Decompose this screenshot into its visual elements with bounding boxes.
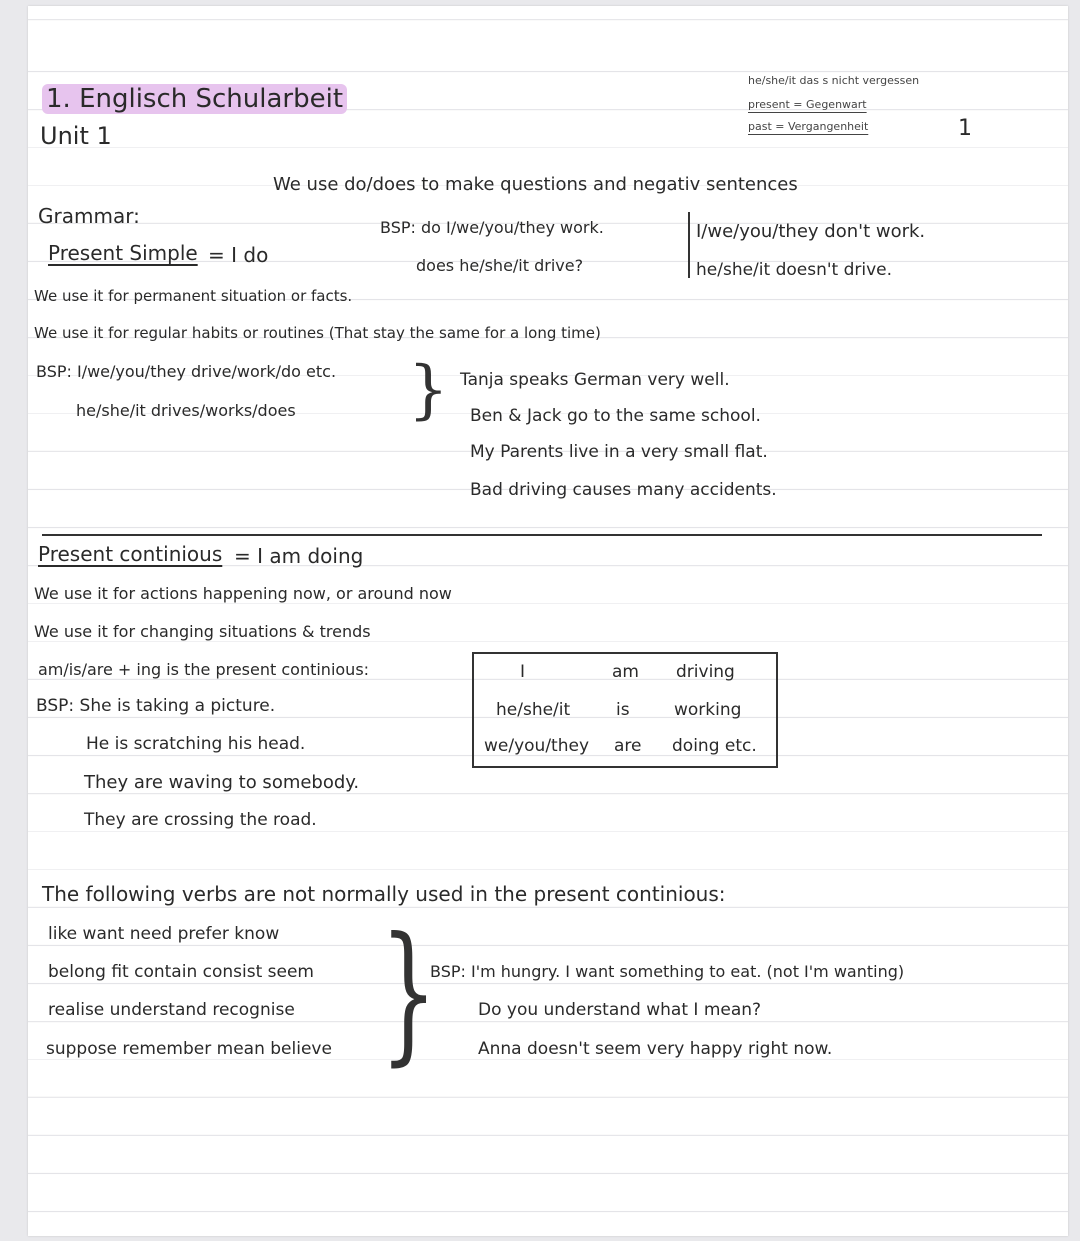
usage-line: We use it for regular habits or routines (That stay the same for a long time) [34, 324, 601, 342]
negative-example: he/she/it doesn't drive. [696, 260, 893, 280]
conjugation-table [472, 652, 778, 768]
present-continuous-label: Present continious [38, 542, 223, 566]
verb-list: belong fit contain consist seem [48, 962, 314, 982]
negative-example: I/we/you/they don't work. [696, 221, 926, 242]
verb-list: like want need prefer know [48, 924, 280, 944]
table-cell: driving [676, 662, 735, 682]
grammar-label: Grammar: [38, 204, 140, 228]
section-divider [42, 534, 1042, 536]
note-line: past = Vergangenheit [748, 120, 869, 133]
divider [688, 212, 690, 278]
table-cell: I [520, 662, 526, 682]
example-sentence: Tanja speaks German very well. [460, 370, 730, 390]
table-cell: he/she/it [496, 700, 571, 720]
curly-brace: } [380, 906, 438, 1080]
table-cell: am [612, 662, 639, 682]
unit-label: Unit 1 [40, 122, 112, 150]
section3-intro: The following verbs are not normally used in the present continious: [42, 882, 726, 906]
question-example: BSP: do I/we/you/they work. [380, 218, 604, 237]
usage-line: We use it for permanent situation or facts. [34, 287, 353, 305]
example-sentence: They are crossing the road. [84, 810, 317, 830]
table-cell: are [614, 736, 642, 756]
example-sentence: Do you understand what I mean? [478, 1000, 762, 1020]
notebook-page [28, 6, 1068, 1236]
example-sentence: BSP: I'm hungry. I want something to eat. (not I'm wanting) [430, 962, 905, 981]
table-cell: we/you/they [484, 736, 590, 756]
question-example: does he/she/it drive? [416, 256, 584, 275]
example-sentence: Bad driving causes many accidents. [470, 480, 777, 500]
table-cell: doing etc. [672, 736, 757, 756]
example-sentence: Ben & Jack go to the same school. [470, 406, 761, 426]
verb-list: suppose remember mean believe [46, 1039, 332, 1059]
table-cell: working [674, 700, 742, 720]
usage-line: We use it for actions happening now, or around now [34, 584, 452, 603]
forms-line: BSP: I/we/you/they drive/work/do etc. [36, 362, 337, 381]
present-simple-eq: = I do [208, 243, 269, 267]
example-sentence: They are waving to somebody. [84, 772, 360, 793]
intro-text: We use do/does to make questions and negativ sentences [273, 174, 798, 195]
verb-list: realise understand recognise [48, 1000, 295, 1020]
table-cell: is [616, 700, 630, 720]
present-simple-label: Present Simple [48, 241, 198, 265]
note-line: he/she/it das s nicht vergessen [748, 74, 920, 87]
example-sentence: Anna doesn't seem very happy right now. [478, 1039, 833, 1059]
forms-line: he/she/it drives/works/does [76, 401, 296, 420]
example-sentence: BSP: She is taking a picture. [36, 696, 276, 716]
page-title: 1. Englisch Schularbeit [42, 84, 347, 114]
present-continuous-eq: = I am doing [234, 544, 364, 568]
rule-line: am/is/are + ing is the present continious: [38, 660, 370, 679]
usage-line: We use it for changing situations & trends [34, 622, 371, 641]
example-sentence: He is scratching his head. [86, 734, 306, 754]
note-line: present = Gegenwart [748, 98, 867, 111]
curly-brace: } [408, 353, 449, 427]
page-number: 1 [958, 116, 972, 141]
example-sentence: My Parents live in a very small flat. [470, 442, 768, 462]
